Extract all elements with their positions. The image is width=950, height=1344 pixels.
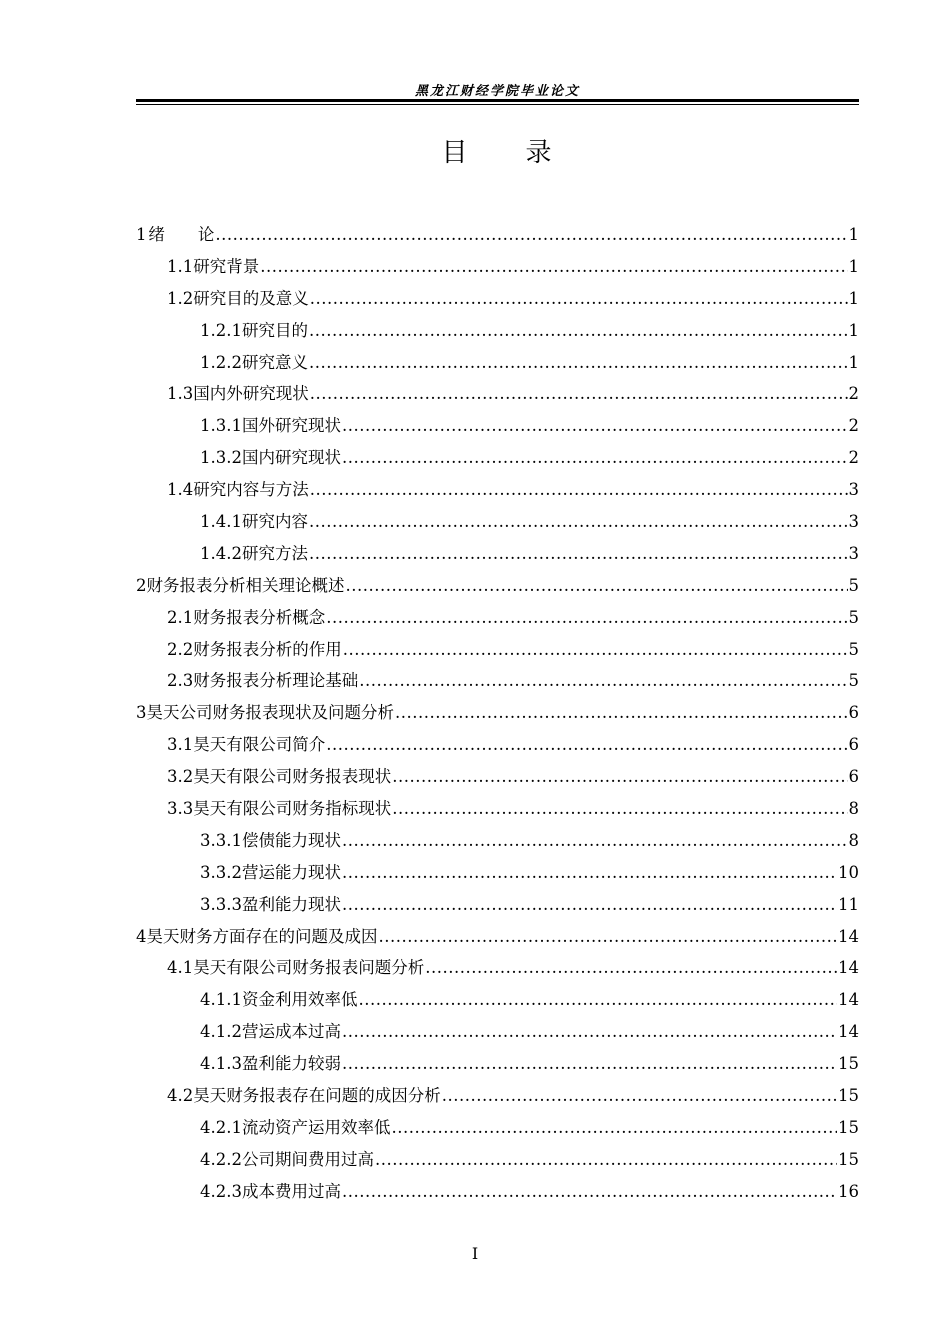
toc-entry-label: 财务报表分析概念 [193,607,326,627]
toc-entry[interactable] [136,1016,859,1048]
toc-entry[interactable] [136,410,859,442]
toc-dot-leader [310,474,848,506]
toc-entry-label: 成本费用过高 [241,1181,341,1201]
toc-entry-number: 3 [136,703,147,723]
toc-dot-leader [342,442,848,474]
toc-dot-leader [342,1048,837,1080]
toc-entry-number: 3.3.3 [200,894,242,914]
toc-entry-page: 14 [838,958,859,978]
table-of-contents [136,219,859,1208]
toc-entry[interactable] [136,219,859,251]
toc-dot-leader [260,251,847,283]
toc-entry[interactable] [136,889,859,921]
toc-entry-page: 3 [848,543,859,563]
toc-entry[interactable] [136,283,859,315]
toc-dot-leader [342,857,837,889]
toc-entry[interactable] [136,378,859,410]
toc-entry-page: 15 [838,1117,859,1137]
header-rule-thick [136,99,859,102]
toc-dot-leader [326,729,847,761]
toc-entry[interactable] [136,761,859,793]
toc-entry-number: 1.3.2 [200,448,242,468]
toc-entry-number: 1.2 [167,288,194,308]
toc-entry-page: 16 [838,1181,859,1201]
toc-entry[interactable] [136,634,859,666]
toc-entry[interactable] [136,697,859,729]
toc-entry[interactable] [136,1176,859,1208]
toc-entry-page: 5 [848,607,859,627]
toc-entry-page: 3 [848,512,859,532]
toc-entry[interactable] [136,825,859,857]
toc-dot-leader [309,347,848,379]
toc-entry-label: 研究意义 [241,352,308,372]
toc-entry-number: 1.2.1 [200,320,242,340]
toc-dot-leader [215,219,847,251]
toc-entry-label: 盈利能力较弱 [241,1054,341,1074]
toc-entry[interactable] [136,538,859,570]
toc-entry[interactable] [136,729,859,761]
toc-entry[interactable] [136,315,859,347]
toc-entry[interactable] [136,984,859,1016]
toc-dot-leader [358,984,837,1016]
toc-entry-number: 4.1.1 [200,990,242,1010]
toc-dot-leader [326,602,847,634]
footer-page-number: I [471,1244,479,1263]
toc-dot-leader [346,570,848,602]
toc-entry-number: 1.4.2 [200,543,242,563]
toc-entry-number: 2.3 [167,671,194,691]
toc-entry-label: 研究背景 [193,256,260,276]
toc-entry-number: 1.3 [167,384,194,404]
toc-entry-number: 4.2.3 [200,1181,242,1201]
toc-dot-leader [425,952,837,984]
toc-entry-label: 昊天财务方面存在的问题及成因 [146,926,378,946]
toc-entry-number: 4.2 [167,1086,194,1106]
toc-entry-page: 10 [838,862,859,882]
page-title: 目 录 [441,138,554,168]
toc-entry-page: 5 [848,671,859,691]
toc-entry-label: 国内研究现状 [241,448,341,468]
toc-entry-label: 研究内容 [241,512,308,532]
toc-entry-label: 昊天有限公司简介 [193,735,326,755]
toc-entry-label: 研究目的 [241,320,308,340]
toc-entry-label: 国内外研究现状 [193,384,309,404]
toc-dot-leader [309,315,848,347]
toc-dot-leader [395,697,848,729]
toc-entry-number: 1 [136,225,147,244]
toc-entry-page: 1 [848,288,859,308]
toc-entry-page: 8 [848,830,859,850]
toc-entry-page: 1 [848,352,859,372]
toc-entry-page: 15 [838,1149,859,1169]
toc-entry-label: 绪 论 [148,225,215,244]
toc-dot-leader [392,761,847,793]
toc-entry-number: 4.2.2 [200,1149,242,1169]
toc-dot-leader [309,538,848,570]
toc-dot-leader [342,1176,837,1208]
toc-entry[interactable] [136,1144,859,1176]
toc-entry[interactable] [136,506,859,538]
toc-entry-number: 2.2 [167,639,194,659]
toc-entry-number: 4.1 [167,958,194,978]
toc-entry-page: 6 [848,735,859,755]
toc-entry[interactable] [136,347,859,379]
toc-entry-label: 营运成本过高 [241,1022,341,1042]
toc-entry-number: 1.2.2 [200,352,242,372]
toc-entry-label: 营运能力现状 [241,862,341,882]
toc-entry[interactable] [136,793,859,825]
toc-entry-page: 15 [838,1086,859,1106]
toc-entry-label: 昊天有限公司财务指标现状 [193,799,392,819]
toc-entry-page: 3 [848,480,859,500]
toc-entry-page: 15 [838,1054,859,1074]
toc-dot-leader [342,889,837,921]
toc-entry-number: 3.2 [167,767,194,787]
toc-entry-number: 3.3.1 [200,830,242,850]
toc-entry-label: 流动资产运用效率低 [241,1117,391,1137]
toc-entry-number: 1.3.1 [200,416,242,436]
toc-entry[interactable] [136,857,859,889]
toc-dot-leader [310,378,848,410]
toc-dot-leader [342,410,848,442]
toc-entry[interactable] [136,1080,859,1112]
toc-dot-leader [309,506,848,538]
toc-entry[interactable] [136,570,859,602]
toc-dot-leader [342,1016,837,1048]
toc-entry[interactable] [136,442,859,474]
toc-entry-label: 研究方法 [241,543,308,563]
toc-entry-page: 14 [838,1022,859,1042]
toc-entry-page: 6 [848,767,859,787]
toc-entry-label: 资金利用效率低 [241,990,358,1010]
toc-entry-page: 2 [848,416,859,436]
toc-entry-page: 1 [848,320,859,340]
toc-entry-label: 昊天公司财务报表现状及问题分析 [146,703,394,723]
toc-entry-page: 8 [848,799,859,819]
toc-entry[interactable] [136,921,859,953]
toc-entry-number: 4.1.3 [200,1054,242,1074]
toc-entry-label: 昊天有限公司财务报表现状 [193,767,392,787]
toc-entry-label: 昊天财务报表存在问题的成因分析 [193,1086,441,1106]
toc-entry-page: 14 [838,990,859,1010]
toc-entry-page: 1 [848,256,859,276]
toc-entry-label: 研究内容与方法 [193,480,309,500]
toc-entry-page: 5 [848,575,859,595]
toc-dot-leader [359,665,847,697]
toc-entry-label: 国外研究现状 [241,416,341,436]
toc-dot-leader [392,793,847,825]
toc-entry-page: 2 [848,384,859,404]
toc-entry-number: 1.4.1 [200,512,242,532]
toc-entry-number: 4 [136,926,147,946]
toc-entry-number: 3.3.2 [200,862,242,882]
toc-entry-number: 1.1 [167,256,194,276]
toc-entry-number: 4.1.2 [200,1022,242,1042]
toc-entry-page: 1 [848,225,859,244]
toc-entry-number: 3.1 [167,735,194,755]
toc-entry[interactable] [136,1048,859,1080]
toc-entry-number: 3.3 [167,799,194,819]
toc-dot-leader [375,1144,837,1176]
toc-entry-page: 14 [838,926,859,946]
running-header-title: 黑龙江财经学院毕业论文 [414,84,580,99]
toc-entry-page: 5 [848,639,859,659]
toc-entry[interactable] [136,952,859,984]
toc-entry-label: 财务报表分析理论基础 [193,671,359,691]
toc-entry[interactable] [136,251,859,283]
toc-entry[interactable] [136,602,859,634]
toc-dot-leader [342,825,848,857]
toc-entry-number: 1.4 [167,480,194,500]
toc-entry-label: 财务报表分析的作用 [193,639,342,659]
toc-entry[interactable] [136,474,859,506]
toc-entry-label: 盈利能力现状 [241,894,341,914]
header-rule-thin [136,104,859,105]
toc-dot-leader [310,283,848,315]
toc-entry[interactable] [136,665,859,697]
toc-entry-page: 6 [848,703,859,723]
toc-entry-number: 2 [136,575,147,595]
toc-entry-label: 研究目的及意义 [193,288,309,308]
toc-entry-label: 财务报表分析相关理论概述 [146,575,345,595]
toc-entry-number: 2.1 [167,607,194,627]
toc-entry-label: 公司期间费用过高 [241,1149,374,1169]
toc-dot-leader [442,1080,837,1112]
toc-entry-label: 偿债能力现状 [241,830,341,850]
toc-entry-page: 11 [838,894,859,914]
toc-entry-page: 2 [848,448,859,468]
toc-dot-leader [391,1112,837,1144]
toc-dot-leader [343,634,848,666]
toc-dot-leader [379,921,838,953]
toc-entry-label: 昊天有限公司财务报表问题分析 [193,958,425,978]
toc-entry[interactable] [136,1112,859,1144]
toc-entry-number: 4.2.1 [200,1117,242,1137]
